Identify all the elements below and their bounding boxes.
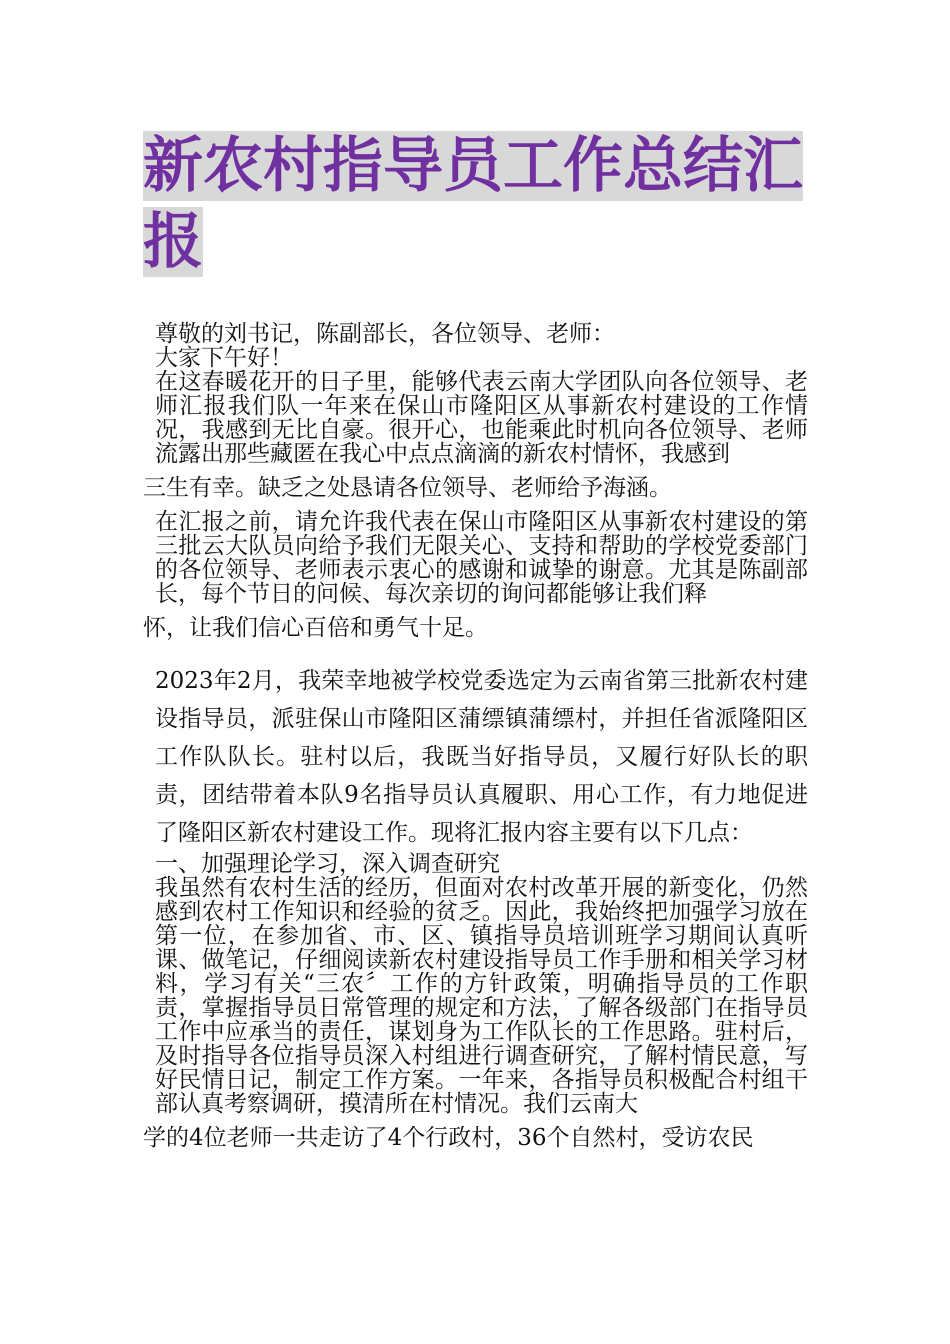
title-text: 新农村指导员工作总结汇报 (143, 131, 803, 277)
thanks-paragraph-end: 怀，让我们信心百倍和勇气十足。 (143, 615, 488, 641)
section-heading-1: 一、加强理论学习，深入调查研究 (155, 851, 500, 877)
greeting: 大家下午好！ (155, 345, 293, 371)
section-1-paragraph: 我虽然有农村生活的经历，但面对农村改革开展的新变化，仍然感到农村工作知识和经验的贫乏。因此，我始终把加强学习放在第一位，在参加省、市、区、镇指导员培训班学习期间认真听课、做笔记，仔细阅读新农村建设指导员工作手册和相关学习材料，学习有关“三农〞工作的方针政策，明确指导员的工作职责，掌握指导员日常管理的规定和方法，了解各级部门在指导员工作中应承当的责任，谋划身为工作队长的工作思路。驻村后，及时指导各位指导员深入村组进行调查研究，了解村情民意，写好民情日记，制定工作方案。一年来，各指导员积极配合村组干部认真考察调研，摸清所在村情况。我们云南大 (155, 875, 808, 1117)
document-body (143, 322, 808, 1150)
opening-paragraph-end: 三生有幸。缺乏之处恳请各位领导、老师给予海涵。 (143, 475, 672, 501)
document-title (143, 128, 808, 280)
intro-paragraph: 2023年2月，我荣幸地被学校党委选定为云南省第三批新农村建设指导员，派驻保山市隆阳区蒲缥镇蒲缥村，并担任省派隆阳区工作队队长。驻村以后，我既当好指导员，又履行好队长的职责，团结带着本队9名指导员认真履职、用心工作，有力地促进了隆阳区新农村建设工作。现将汇报内容主要有以下几点： (155, 668, 808, 846)
section-1-paragraph-end: 学的4位老师一共走访了4个行政村，36个自然村，受访农民 (143, 1125, 754, 1151)
salutation: 尊敬的刘书记，陈副部长，各位领导、老师： (155, 321, 615, 347)
thanks-paragraph: 在汇报之前，请允许我代表在保山市隆阳区从事新农村建设的第三批云大队员向给予我们无限关心、支持和帮助的学校党委部门的各位领导、老师表示衷心的感谢和诚挚的谢意。尤其是陈副部长，每个节日的问候、每次亲切的询问都能够让我们释 (155, 509, 808, 607)
opening-paragraph: 在这春暖花开的日子里，能够代表云南大学团队向各位领导、老师汇报我们队一年来在保山市隆阳区从事新农村建设的工作情况，我感到无比自豪。很开心，也能乘此时机向各位领导、老师流露出那些藏匿在我心中点点滴滴的新农村情怀，我感到 (155, 369, 808, 467)
